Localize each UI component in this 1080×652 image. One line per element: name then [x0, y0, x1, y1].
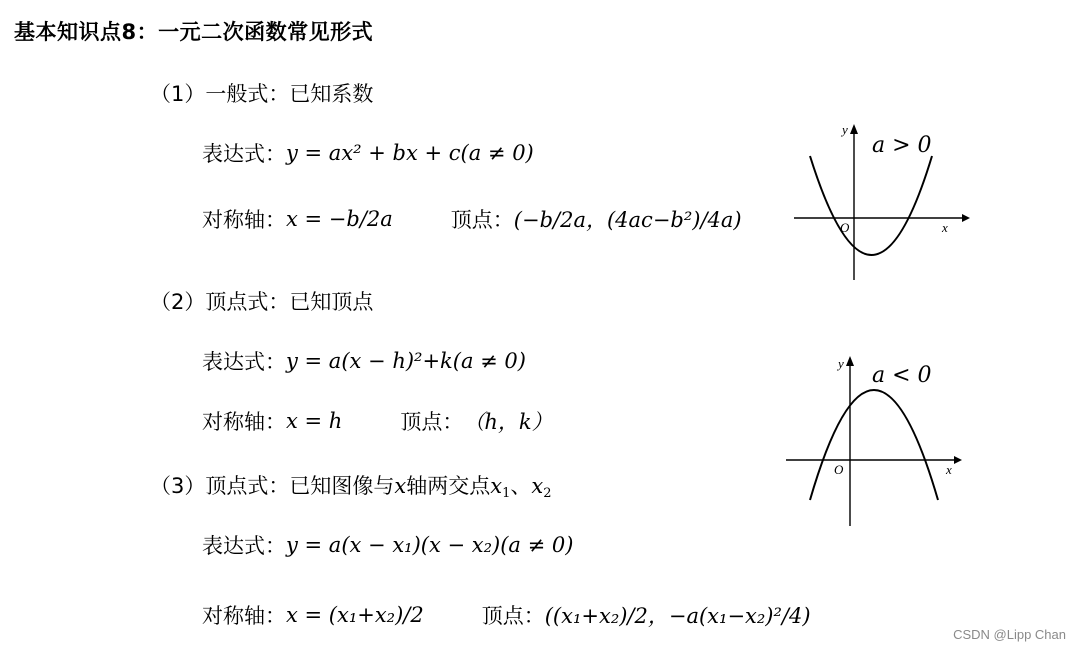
- section-2-axis-vertex: [202, 406, 553, 436]
- vertex-label: 顶点：: [400, 410, 464, 434]
- axis-label: 对称轴：: [202, 208, 286, 232]
- vertex-label: 顶点：: [450, 208, 514, 232]
- section-1-expression: [202, 138, 534, 168]
- section-3-axis-formula: x = (x₁+x₂)/2: [286, 603, 424, 627]
- graph-2-y-label: y: [838, 356, 844, 371]
- section-3-expression-formula: y = a(x − x₁)(x − x₂)(a ≠ 0): [286, 533, 574, 557]
- graph-1-x-label: x: [942, 220, 948, 235]
- expression-label: 表达式：: [202, 350, 286, 374]
- section-2-vertex-formula: （h，k）: [463, 410, 553, 434]
- section-1-axis-vertex: [202, 204, 742, 234]
- section-1-expression-formula: y = ax² + bx + c(a ≠ 0): [286, 141, 534, 165]
- parabola-graph-downward: [782, 350, 972, 530]
- graph-1-condition: a > 0: [872, 133, 932, 158]
- vertex-label: 顶点：: [481, 604, 545, 628]
- section-2-expression: [202, 346, 526, 376]
- page-title: 基本知识点8：一元二次函数常见形式: [14, 20, 374, 44]
- parabola-graph-upward: [790, 114, 980, 286]
- section-2-heading: （2）顶点式：已知顶点: [150, 290, 374, 314]
- expression-label: 表达式：: [202, 534, 286, 558]
- section-2-expression-formula: y = a(x − h)²+k(a ≠ 0): [286, 349, 526, 373]
- section-1-vertex-formula: (−b/2a，(4ac−b²)/4a): [513, 208, 742, 232]
- graph-1-y-label: y: [842, 122, 848, 137]
- graph-2-x-label: x: [946, 462, 952, 477]
- section-2-axis-formula: x = h: [286, 409, 343, 433]
- section-3-vertex-formula: ((x₁+x₂)/2，−a(x₁−x₂)²/4): [544, 604, 811, 628]
- expression-label: 表达式：: [202, 142, 286, 166]
- section-1-axis-formula: x = −b/2a: [286, 207, 393, 231]
- graph-1-origin-label: O: [840, 220, 850, 235]
- axis-label: 对称轴：: [202, 410, 286, 434]
- graph-2-condition: a < 0: [872, 363, 932, 388]
- section-3-heading: （3）顶点式：已知图像与x轴两交点$x_1$、$x_2$: [150, 474, 552, 501]
- section-3-expression: [202, 530, 573, 560]
- axis-label: 对称轴：: [202, 604, 286, 628]
- section-1-heading: （1）一般式：已知系数: [150, 82, 374, 106]
- section-3-axis-vertex: [202, 600, 811, 630]
- watermark: CSDN @Lipp Chan: [953, 627, 1066, 642]
- graph-2-origin-label: O: [834, 462, 844, 477]
